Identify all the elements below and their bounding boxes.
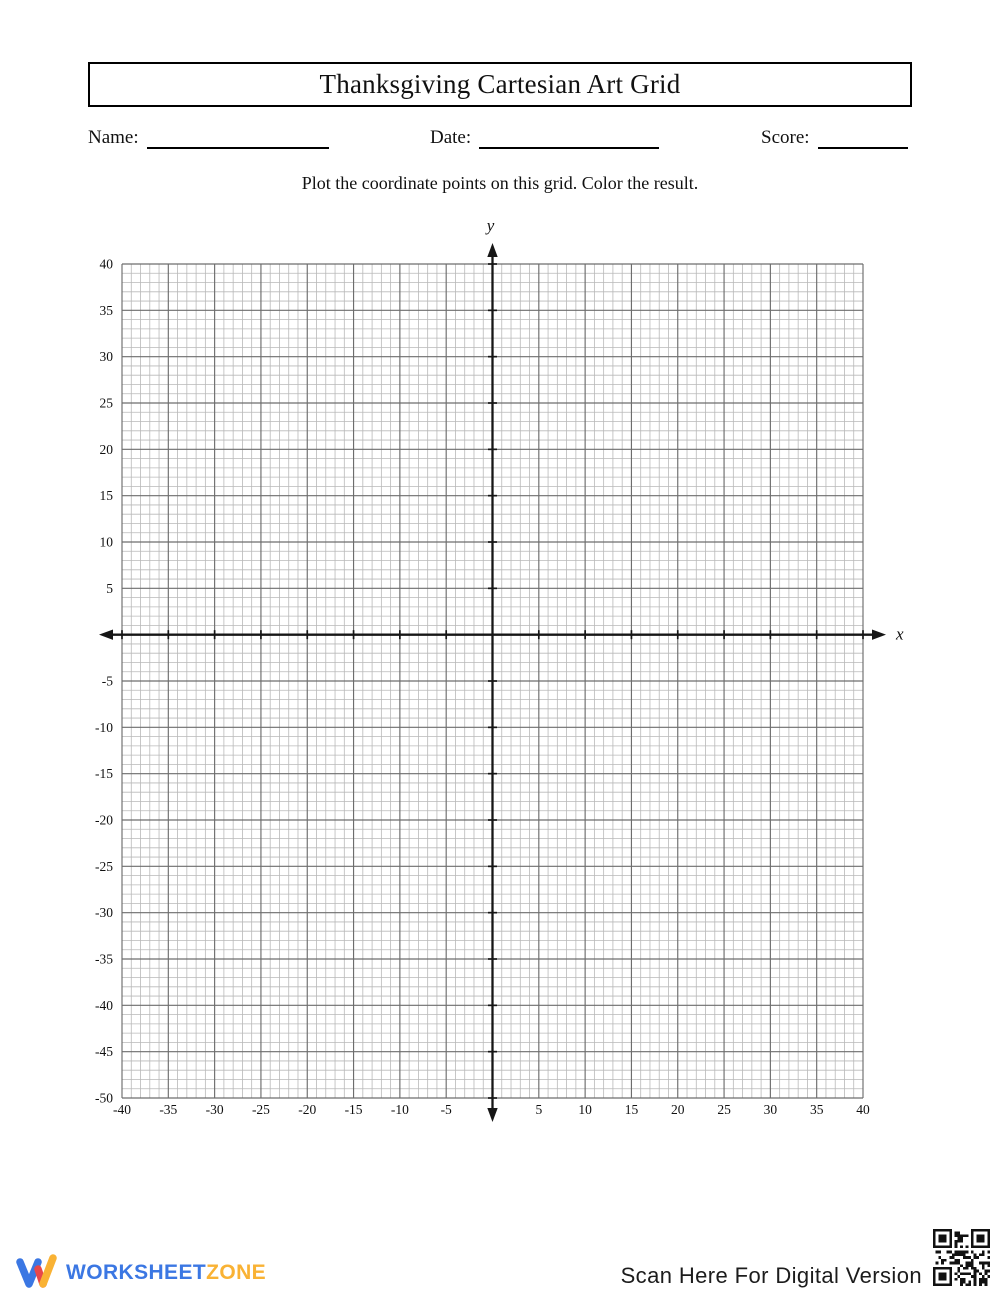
y-tick-label: -30	[95, 905, 113, 921]
worksheetzone-logo-icon	[16, 1254, 58, 1292]
date-label: Date:	[430, 127, 472, 148]
y-tick-label: 40	[99, 256, 113, 272]
score-input-line[interactable]	[818, 131, 908, 149]
name-label: Name:	[88, 127, 139, 148]
logo-word-worksheet: WORKSHEET	[66, 1261, 207, 1284]
x-tick-label: -20	[298, 1102, 317, 1117]
instruction-text: Plot the coordinate points on this grid. Color the result.	[301, 173, 699, 193]
y-tick-label: 20	[99, 441, 113, 457]
y-tick-label: -35	[95, 951, 113, 967]
y-tick-label: -50	[95, 1090, 113, 1106]
x-tick-label: 40	[856, 1102, 870, 1117]
page-title: Thanksgiving Cartesian Art Grid	[319, 69, 681, 99]
x-tick-label: -15	[344, 1102, 363, 1117]
y-tick-label: 25	[99, 395, 113, 411]
y-tick-label: 10	[99, 534, 113, 550]
y-tick-label: -45	[95, 1044, 113, 1060]
y-tick-label: 15	[99, 488, 113, 504]
name-field	[88, 127, 329, 149]
x-tick-label: -35	[159, 1102, 178, 1117]
score-field	[761, 127, 908, 149]
name-input-line[interactable]	[147, 131, 329, 149]
y-tick-label: 35	[99, 302, 113, 318]
y-axis-label: y	[486, 216, 495, 235]
x-tick-label: 30	[763, 1102, 778, 1117]
logo-wordmark	[66, 1261, 266, 1285]
y-tick-label: -15	[95, 766, 113, 782]
x-axis-label: x	[896, 624, 904, 644]
y-tick-label: -5	[101, 673, 113, 689]
x-tick-label: -5	[440, 1102, 452, 1117]
x-tick-label: -10	[390, 1102, 409, 1117]
y-tick-label: -40	[95, 997, 113, 1013]
x-tick-label: 5	[535, 1102, 543, 1117]
x-tick-label: 25	[717, 1102, 731, 1117]
title-box	[88, 62, 912, 107]
x-tick-label: -30	[205, 1102, 224, 1117]
date-field	[430, 127, 659, 149]
worksheetzone-logo	[16, 1252, 266, 1294]
logo-word-zone: ZONE	[206, 1261, 267, 1284]
y-tick-label: -20	[95, 812, 113, 828]
meta-row	[0, 127, 1000, 157]
logo-stroke-blue	[20, 1262, 38, 1284]
y-tick-label: -10	[95, 719, 113, 735]
x-tick-label: 20	[671, 1102, 685, 1117]
x-tick-label: -40	[113, 1102, 131, 1117]
logo-stroke-yellow	[43, 1258, 53, 1284]
date-input-line[interactable]	[479, 131, 659, 149]
coordinate-grid-svg	[0, 205, 1000, 1140]
x-tick-label: -25	[251, 1102, 270, 1117]
x-tick-label: 15	[624, 1102, 639, 1117]
x-tick-label: 10	[578, 1102, 592, 1117]
y-tick-label: 5	[106, 580, 113, 596]
scan-here-text: Scan Here For Digital Version	[620, 1263, 922, 1288]
score-label: Score:	[761, 127, 810, 148]
y-tick-label: -25	[95, 858, 113, 874]
y-tick-label: 30	[99, 349, 113, 365]
x-tick-label: 35	[809, 1102, 824, 1117]
qr-code	[933, 1229, 990, 1286]
